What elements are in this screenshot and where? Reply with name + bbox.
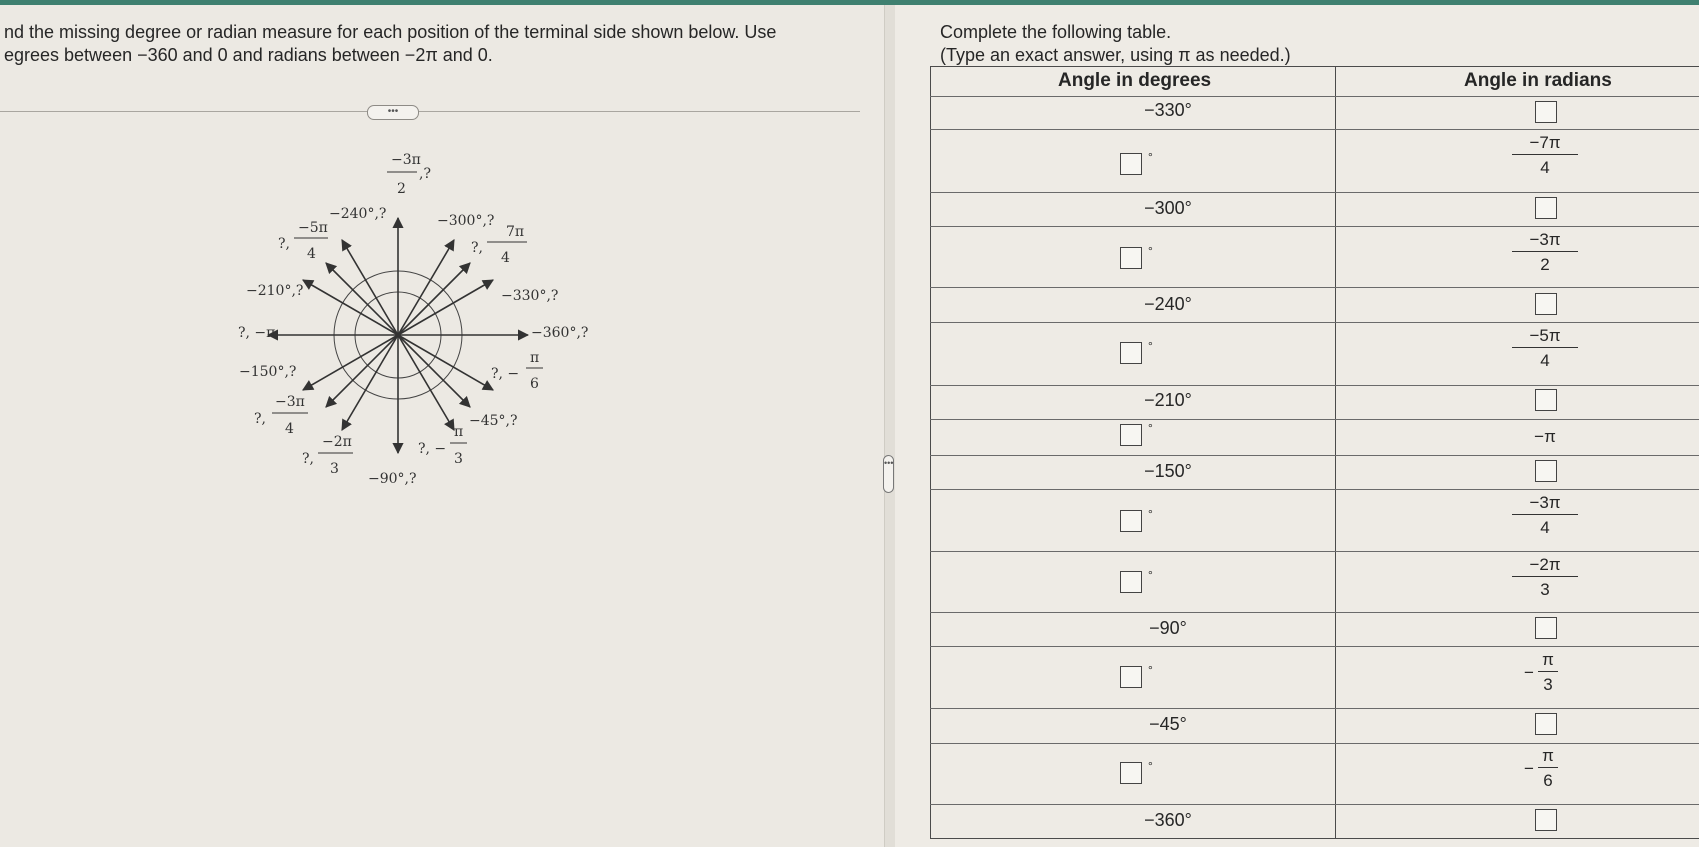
divider-drag-handle[interactable]: ••• xyxy=(883,455,894,493)
degree-value: −240° xyxy=(1144,294,1192,314)
label-3pi-2-num: −3π xyxy=(391,152,421,168)
degree-value: −300° xyxy=(1144,198,1192,218)
radian-denominator: 4 xyxy=(1540,518,1550,537)
label-5pi-4-den: 4 xyxy=(307,246,316,262)
radian-value xyxy=(1512,650,1578,695)
table-divider xyxy=(930,489,1699,490)
radian-negative-sign: − xyxy=(1524,759,1534,778)
label-7pi-4-num: 7π xyxy=(506,224,525,240)
degree-symbol: ° xyxy=(1148,507,1153,521)
radian-answer-box[interactable] xyxy=(1535,460,1557,482)
table-divider xyxy=(930,322,1699,323)
header-degrees: Angle in degrees xyxy=(1058,70,1212,91)
label-90: −90°,? xyxy=(368,471,417,487)
label-3pi-4-num: −3π xyxy=(275,394,305,410)
radian-value xyxy=(1512,230,1578,275)
label-45: −45°,? xyxy=(469,413,518,429)
radian-answer-box[interactable] xyxy=(1535,101,1557,123)
radian-value xyxy=(1512,555,1578,600)
label-5pi-4-num: −5π xyxy=(298,220,328,236)
radian-answer-box[interactable] xyxy=(1535,389,1557,411)
expand-more-button[interactable]: ••• xyxy=(367,105,419,120)
radian-numerator: π xyxy=(1538,746,1558,768)
degree-symbol: ° xyxy=(1148,150,1153,164)
radian-denominator: 6 xyxy=(1543,771,1553,790)
table-divider xyxy=(930,612,1699,613)
table-divider xyxy=(930,708,1699,709)
radian-value xyxy=(1512,493,1578,538)
radian-numerator: π xyxy=(1538,650,1558,672)
label-pi-3-den: 3 xyxy=(454,451,463,467)
label-3pi-2-den: 2 xyxy=(397,181,406,197)
label-300: −300°,? xyxy=(437,213,495,229)
table-divider xyxy=(930,551,1699,552)
label-330: −330°,? xyxy=(501,288,559,304)
radian-answer-box[interactable] xyxy=(1535,809,1557,831)
degree-answer-box[interactable] xyxy=(1120,342,1142,364)
degree-answer-box[interactable] xyxy=(1120,247,1142,269)
table-divider xyxy=(930,192,1699,193)
label-minus-pi: ?, −π xyxy=(238,325,276,341)
table-divider xyxy=(930,646,1699,647)
degree-answer-box[interactable] xyxy=(1120,510,1142,532)
label-3pi-4-q: ?, xyxy=(254,411,266,427)
table-divider xyxy=(930,129,1699,130)
label-2pi-3-q: ?, xyxy=(302,451,314,467)
label-pi-6-den: 6 xyxy=(530,376,539,392)
degree-value: −330° xyxy=(1144,100,1192,120)
radian-numerator: −2π xyxy=(1512,555,1578,577)
label-pi-6-q: ?, − xyxy=(491,366,520,382)
table-column-separator xyxy=(1335,66,1336,839)
degree-symbol: ° xyxy=(1148,568,1153,582)
table-divider xyxy=(930,419,1699,420)
radian-numerator: −7π xyxy=(1512,133,1578,155)
radian-denominator: 2 xyxy=(1540,255,1550,274)
label-3pi-4-den: 4 xyxy=(285,421,294,437)
degree-value: −210° xyxy=(1144,390,1192,410)
radian-denominator: 3 xyxy=(1540,580,1550,599)
label-7pi-4-q: ?, xyxy=(471,240,483,256)
degree-symbol: ° xyxy=(1148,759,1153,773)
radian-negative-sign: − xyxy=(1524,663,1534,682)
degree-value: −360° xyxy=(1144,810,1192,830)
label-pi-3-num: π xyxy=(454,424,464,440)
degree-value: −150° xyxy=(1144,461,1192,481)
radian-denominator: 3 xyxy=(1543,675,1553,694)
radian-answer-box[interactable] xyxy=(1535,293,1557,315)
radian-answer-box[interactable] xyxy=(1535,617,1557,639)
table-divider xyxy=(930,287,1699,288)
radian-answer-box[interactable] xyxy=(1535,197,1557,219)
degree-answer-box[interactable] xyxy=(1120,424,1142,446)
table-divider xyxy=(930,743,1699,744)
radian-numerator: −3π xyxy=(1512,230,1578,252)
angle-table xyxy=(930,66,1699,839)
label-5pi-4-q: ?, xyxy=(278,236,290,252)
degree-answer-box[interactable] xyxy=(1120,153,1142,175)
label-7pi-4-den: 4 xyxy=(501,250,510,266)
radian-answer-box[interactable] xyxy=(1535,713,1557,735)
degree-answer-box[interactable] xyxy=(1120,666,1142,688)
label-360: −360°,? xyxy=(531,325,589,341)
radian-numerator: −3π xyxy=(1512,493,1578,515)
radian-value xyxy=(1512,326,1578,371)
radian-denominator: 4 xyxy=(1540,351,1550,370)
instructions-line-2: (Type an exact answer, using π as needed.) xyxy=(940,45,1291,65)
instructions-line-1: Complete the following table. xyxy=(940,22,1172,42)
label-150: −150°,? xyxy=(239,364,297,380)
table-divider xyxy=(930,385,1699,386)
question-text-line-2: egrees between −360 and 0 and radians between −2π and 0. xyxy=(4,45,493,65)
radian-value: −π xyxy=(1534,427,1556,446)
label-2pi-3-den: 3 xyxy=(330,461,339,477)
label-210: −210°,? xyxy=(246,283,304,299)
table-divider xyxy=(930,804,1699,805)
table-divider xyxy=(930,96,1699,97)
radian-value xyxy=(1512,133,1578,178)
degree-value: −90° xyxy=(1149,618,1187,638)
label-3pi-2-q: ,? xyxy=(419,166,431,182)
degree-answer-box[interactable] xyxy=(1120,571,1142,593)
table-divider xyxy=(930,226,1699,227)
header-radians: Angle in radians xyxy=(1464,70,1612,91)
radian-denominator: 4 xyxy=(1540,158,1550,177)
radian-numerator: −5π xyxy=(1512,326,1578,348)
degree-symbol: ° xyxy=(1148,663,1153,677)
label-2pi-3-num: −2π xyxy=(322,434,352,450)
table-divider xyxy=(930,455,1699,456)
degree-answer-box[interactable] xyxy=(1120,762,1142,784)
question-text-line-1: nd the missing degree or radian measure for each position of the terminal side shown below. Use xyxy=(4,22,777,42)
degree-symbol: ° xyxy=(1148,244,1153,258)
label-pi-3-q: ?, − xyxy=(418,441,447,457)
radian-value xyxy=(1512,746,1578,791)
degree-symbol: ° xyxy=(1148,421,1153,435)
degree-symbol: ° xyxy=(1148,339,1153,353)
label-pi-6-num: π xyxy=(530,350,540,366)
degree-value: −45° xyxy=(1149,714,1187,734)
label-240: −240°,? xyxy=(329,206,387,222)
